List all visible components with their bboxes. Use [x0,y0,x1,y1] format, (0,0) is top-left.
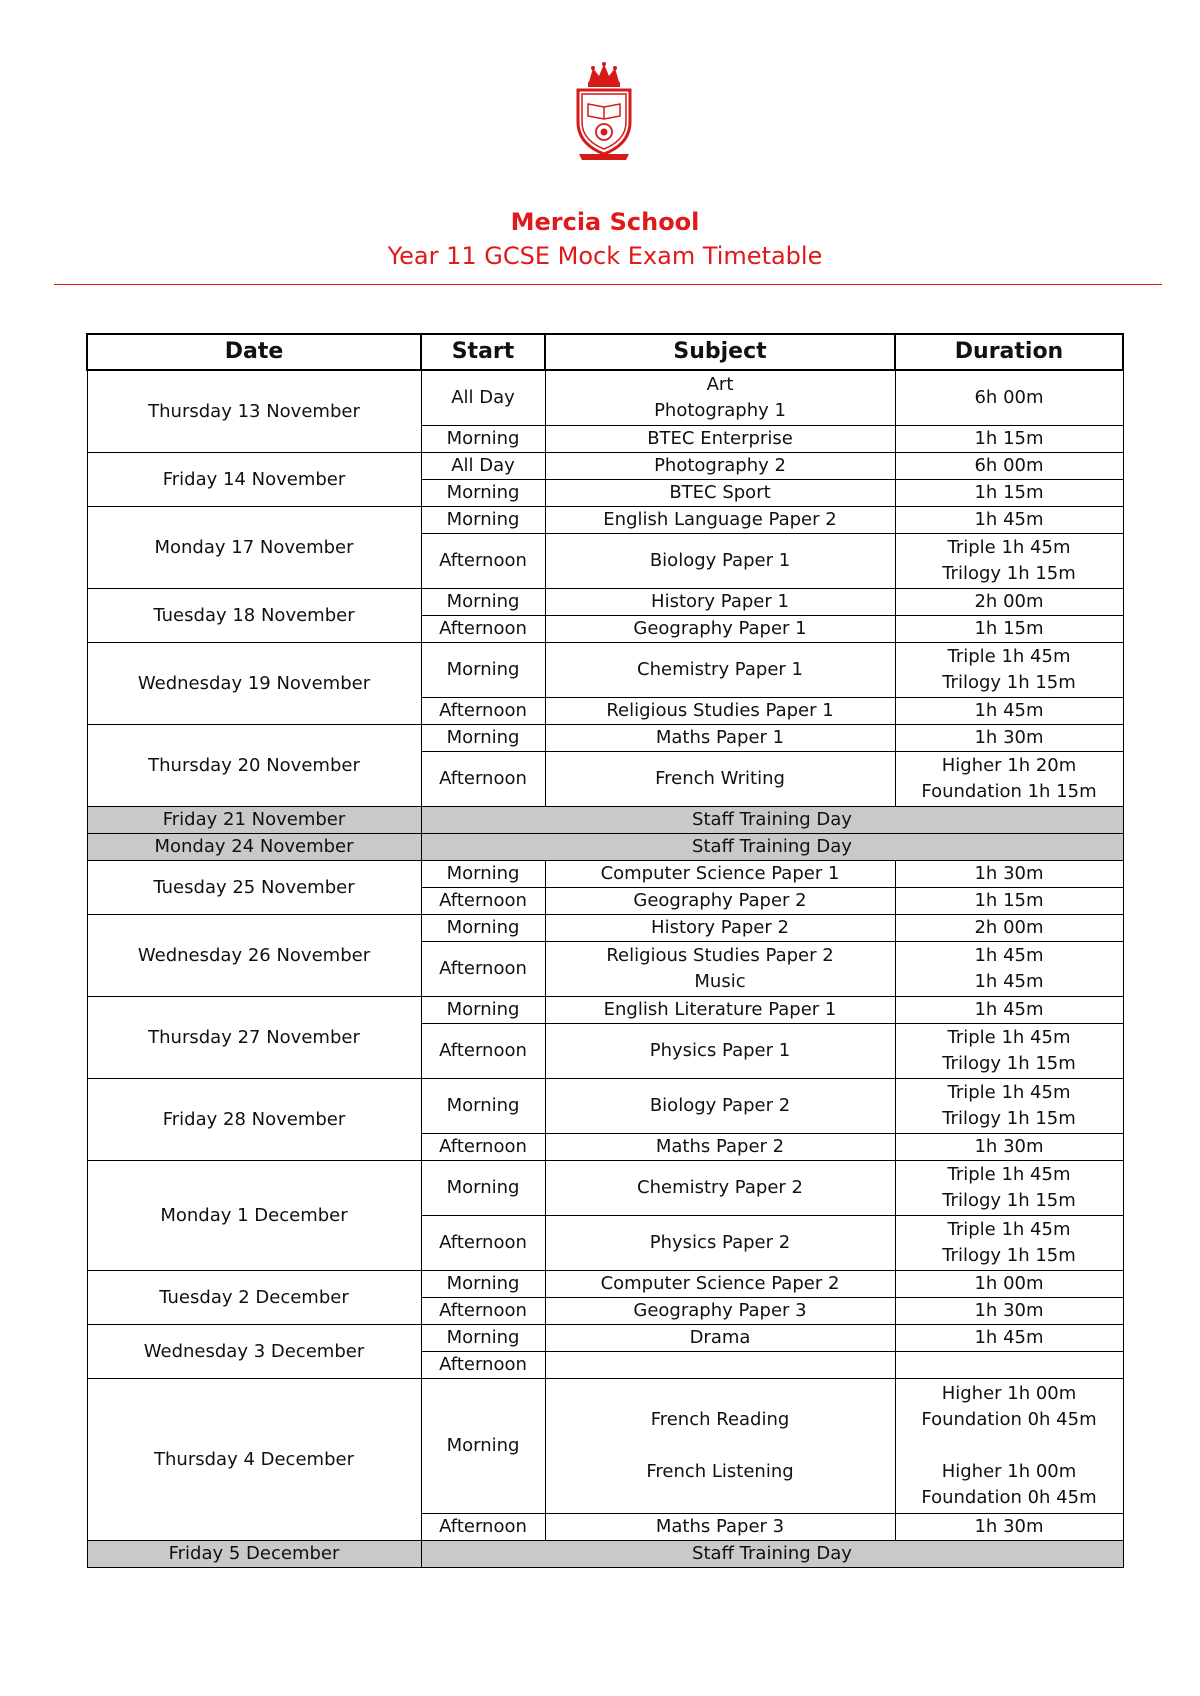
subject-cell [545,1379,895,1514]
start-cell: Morning [421,1161,545,1216]
duration-cell [895,1079,1123,1134]
duration-cell [895,1024,1123,1079]
start-cell: Afternoon [421,942,545,997]
date-cell: Monday 1 December [87,1161,421,1271]
table-row [87,370,1123,426]
table-row [87,915,1123,942]
duration-line: Triple 1h 45m [947,646,1071,667]
table-row [87,834,1123,861]
subject-cell: Drama [545,1325,895,1352]
duration-cell: 2h 00m [895,589,1123,616]
table-row [87,589,1123,616]
subject-line: French Listening [646,1461,794,1482]
date-cell: Thursday 20 November [87,725,421,807]
start-cell: Morning [421,589,545,616]
date-cell: Wednesday 3 December [87,1325,421,1379]
subject-line: Photography 1 [654,400,786,421]
duration-cell: 1h 45m [895,698,1123,725]
subject-cell [545,370,895,426]
subject-cell [545,942,895,997]
duration-cell: 1h 30m [895,725,1123,752]
start-cell: Morning [421,725,545,752]
subject-line: Religious Studies Paper 2 [606,945,834,966]
header-date: Date [87,334,421,370]
duration-line: Foundation 0h 45m [921,1487,1097,1508]
start-cell: All Day [421,453,545,480]
duration-line: Trilogy 1h 15m [942,1245,1076,1266]
header-subject: Subject [545,334,895,370]
subject-cell: Biology Paper 2 [545,1079,895,1134]
duration-spacer [900,1433,1119,1459]
date-cell: Wednesday 26 November [87,915,421,997]
start-cell: Afternoon [421,888,545,915]
subject-cell: Chemistry Paper 1 [545,643,895,698]
staff-training-note: Staff Training Day [421,1541,1123,1568]
table-row [87,861,1123,888]
duration-line: 1h 45m [974,971,1044,992]
table-row [87,643,1123,698]
date-cell: Tuesday 2 December [87,1271,421,1325]
duration-line: Triple 1h 45m [947,537,1071,558]
date-cell: Thursday 27 November [87,997,421,1079]
table-row [87,1325,1123,1352]
start-cell: Afternoon [421,534,545,589]
start-cell: Afternoon [421,752,545,807]
exam-timetable [86,333,1124,1568]
date-cell: Friday 14 November [87,453,421,507]
duration-cell: 1h 45m [895,1325,1123,1352]
date-cell: Wednesday 19 November [87,643,421,725]
subject-cell: BTEC Sport [545,480,895,507]
subject-line: Music [694,971,746,992]
subject-cell: English Literature Paper 1 [545,997,895,1024]
start-cell: Afternoon [421,1298,545,1325]
duration-line: Triple 1h 45m [947,1219,1071,1240]
subject-cell: History Paper 1 [545,589,895,616]
table-row [87,1271,1123,1298]
duration-cell: 1h 45m [895,507,1123,534]
duration-line: Triple 1h 45m [947,1082,1071,1103]
start-cell: Afternoon [421,1352,545,1379]
start-cell: Afternoon [421,616,545,643]
duration-line: Foundation 0h 45m [921,1409,1097,1430]
duration-cell: 1h 00m [895,1271,1123,1298]
title-divider [54,284,1162,285]
subject-line: Art [706,374,734,395]
duration-cell [895,1161,1123,1216]
subject-cell: Computer Science Paper 1 [545,861,895,888]
start-cell: Morning [421,507,545,534]
duration-cell: 1h 30m [895,1134,1123,1161]
start-cell: Morning [421,480,545,507]
subject-cell: Maths Paper 3 [545,1514,895,1541]
start-cell: Afternoon [421,1134,545,1161]
staff-training-note: Staff Training Day [421,834,1123,861]
subject-cell: History Paper 2 [545,915,895,942]
school-name: Mercia School [510,208,700,236]
duration-cell [895,752,1123,807]
duration-cell: 1h 30m [895,1514,1123,1541]
duration-line: Higher 1h 00m [941,1383,1077,1404]
duration-line: Trilogy 1h 15m [942,1053,1076,1074]
start-cell: Morning [421,1271,545,1298]
duration-cell: 6h 00m [895,370,1123,426]
duration-cell: 1h 30m [895,1298,1123,1325]
subject-cell: Chemistry Paper 2 [545,1161,895,1216]
subject-cell: Physics Paper 1 [545,1024,895,1079]
table-row [87,725,1123,752]
start-cell: Morning [421,1379,545,1514]
duration-cell [895,942,1123,997]
subject-cell: Physics Paper 2 [545,1216,895,1271]
start-cell: Morning [421,915,545,942]
start-cell: Afternoon [421,1024,545,1079]
subject-cell [545,1352,895,1379]
table-row [87,1379,1123,1514]
subject-cell: Geography Paper 3 [545,1298,895,1325]
duration-cell [895,1379,1123,1514]
duration-line: Trilogy 1h 15m [942,1108,1076,1129]
duration-line: Triple 1h 45m [947,1164,1071,1185]
date-cell: Friday 28 November [87,1079,421,1161]
header-row [87,334,1123,370]
duration-cell: 6h 00m [895,453,1123,480]
date-cell: Friday 21 November [87,807,421,834]
subject-cell: Computer Science Paper 2 [545,1271,895,1298]
subject-cell: Religious Studies Paper 1 [545,698,895,725]
subject-cell: Biology Paper 1 [545,534,895,589]
school-crest-icon [571,62,637,162]
subject-cell: Geography Paper 1 [545,616,895,643]
subject-spacer [550,1433,891,1459]
subject-cell: BTEC Enterprise [545,426,895,453]
date-cell: Thursday 13 November [87,370,421,453]
table-row [87,507,1123,534]
staff-training-note: Staff Training Day [421,807,1123,834]
duration-cell [895,534,1123,589]
start-cell: All Day [421,370,545,426]
duration-line: Trilogy 1h 15m [942,1190,1076,1211]
table-row [87,1541,1123,1568]
duration-line: 1h 45m [974,945,1044,966]
duration-line: Trilogy 1h 15m [942,672,1076,693]
subject-cell: English Language Paper 2 [545,507,895,534]
duration-line: Higher 1h 20m [941,755,1077,776]
duration-cell: 1h 15m [895,616,1123,643]
duration-cell [895,1352,1123,1379]
page-title: Year 11 GCSE Mock Exam Timetable [387,242,823,270]
subject-cell: French Writing [545,752,895,807]
duration-cell: 1h 45m [895,997,1123,1024]
duration-cell [895,643,1123,698]
subject-cell: Maths Paper 1 [545,725,895,752]
start-cell: Afternoon [421,1514,545,1541]
subject-cell: Geography Paper 2 [545,888,895,915]
start-cell: Afternoon [421,698,545,725]
date-cell: Monday 17 November [87,507,421,589]
subject-cell: Maths Paper 2 [545,1134,895,1161]
start-cell: Morning [421,1325,545,1352]
date-cell: Friday 5 December [87,1541,421,1568]
subject-cell: Photography 2 [545,453,895,480]
duration-cell: 1h 15m [895,480,1123,507]
duration-cell: 1h 30m [895,861,1123,888]
duration-line: Higher 1h 00m [941,1461,1077,1482]
duration-cell [895,1216,1123,1271]
table-row [87,453,1123,480]
duration-line: Trilogy 1h 15m [942,563,1076,584]
header-start: Start [421,334,545,370]
subject-line: French Reading [650,1409,790,1430]
table-row [87,1079,1123,1134]
table-row [87,1161,1123,1216]
date-cell: Monday 24 November [87,834,421,861]
start-cell: Morning [421,426,545,453]
header-duration: Duration [895,334,1123,370]
date-cell: Thursday 4 December [87,1379,421,1541]
duration-cell: 1h 15m [895,888,1123,915]
duration-line: Triple 1h 45m [947,1027,1071,1048]
start-cell: Morning [421,1079,545,1134]
date-cell: Tuesday 18 November [87,589,421,643]
duration-line: Foundation 1h 15m [921,781,1097,802]
duration-cell: 2h 00m [895,915,1123,942]
date-cell: Tuesday 25 November [87,861,421,915]
start-cell: Afternoon [421,1216,545,1271]
start-cell: Morning [421,861,545,888]
duration-cell: 1h 15m [895,426,1123,453]
table-row [87,997,1123,1024]
start-cell: Morning [421,997,545,1024]
table-row [87,807,1123,834]
start-cell: Morning [421,643,545,698]
